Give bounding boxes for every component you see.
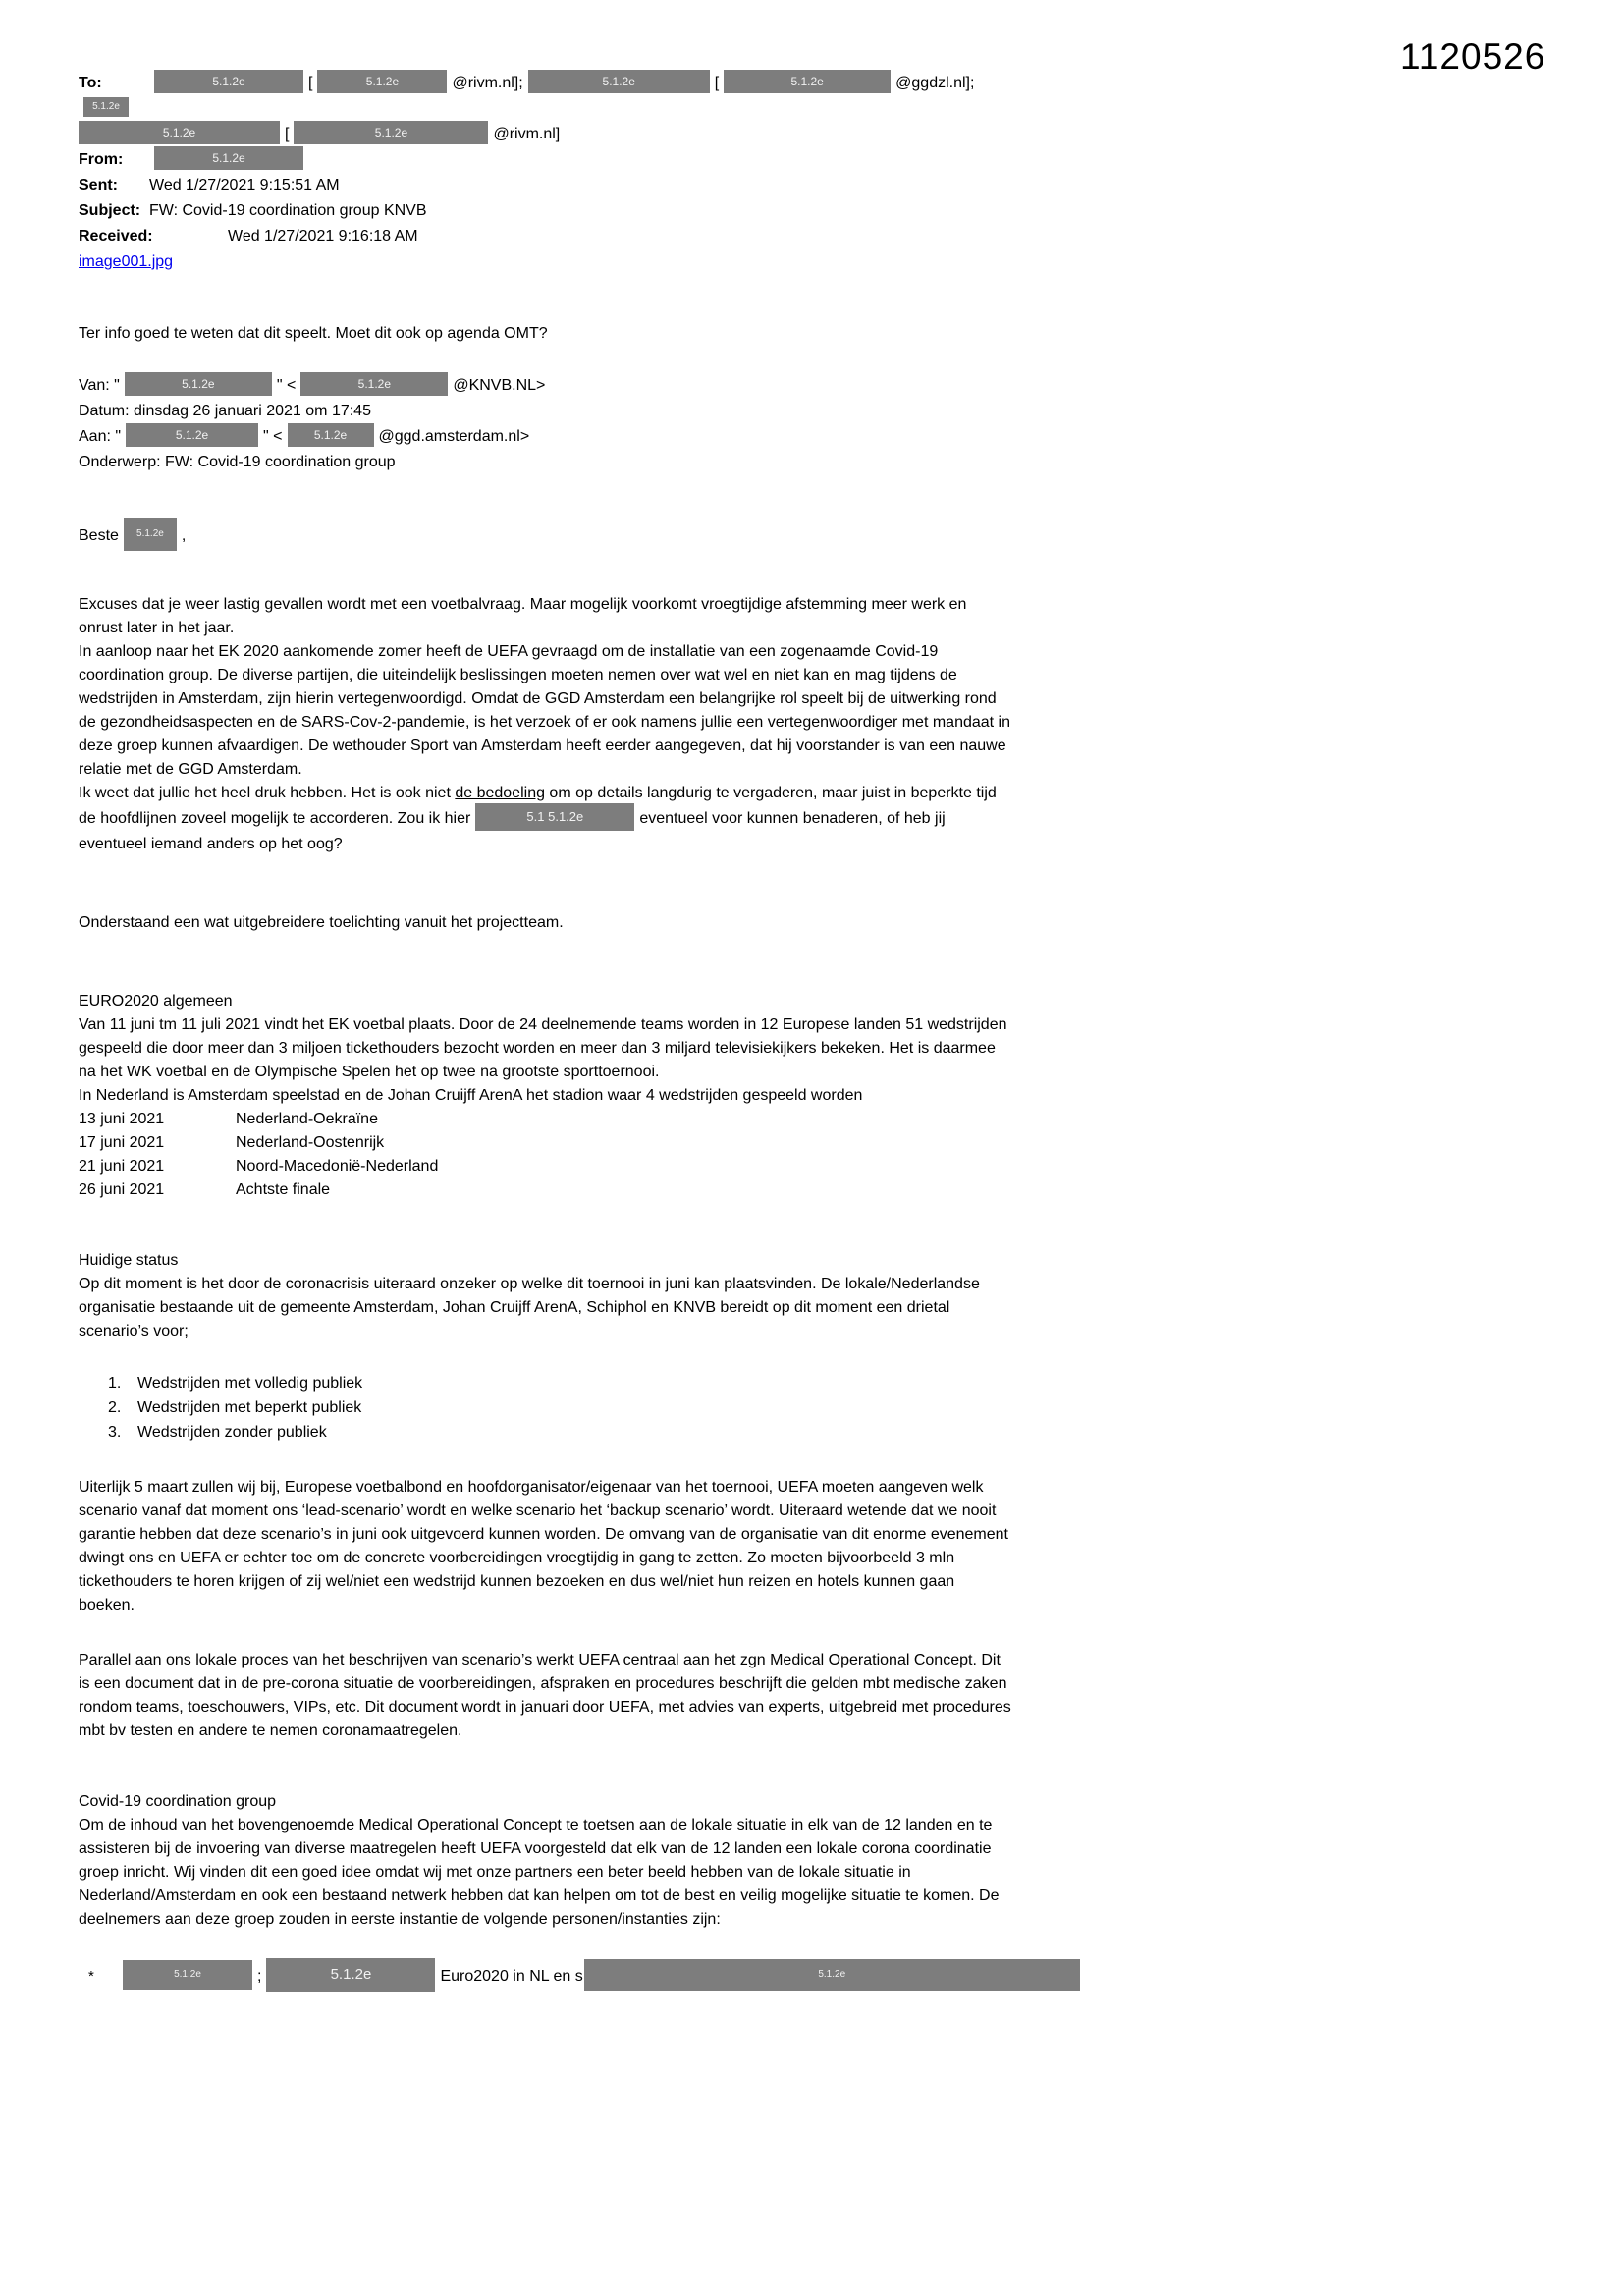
covid-group-heading: Covid-19 coordination group <box>79 1793 277 1810</box>
redaction-box: 5.1.2e <box>154 146 303 170</box>
email-document <box>79 71 1011 1995</box>
match-name: Nederland-Oostenrijk <box>236 1134 385 1151</box>
aan-domain: @ggd.amsterdam.nl> <box>378 428 530 445</box>
redaction-box: 5.1 5.1.2e <box>475 803 634 831</box>
forwarded-header <box>79 373 1011 475</box>
redaction-box: 5.1.2e <box>266 1958 435 1992</box>
received-row <box>79 224 1011 249</box>
sent-row <box>79 173 1011 198</box>
schedule-row <box>79 1131 1011 1155</box>
intro-note: Ter info goed te weten dat dit speelt. Moet dit ook op agenda OMT? <box>79 325 548 342</box>
para-text: eventueel voor kunnen benaderen, of heb jij eventueel iemand anders op het oog? <box>79 810 946 852</box>
para-text: Ik weet dat jullie het heel druk hebben. Het is ook niet <box>79 785 456 801</box>
schedule-row <box>79 1155 1011 1178</box>
from-label: From: <box>79 151 124 168</box>
onderwerp-row: Onderwerp: FW: Covid-19 coordination group <box>79 454 396 470</box>
subject-row <box>79 198 1011 224</box>
list-item <box>79 1395 1011 1420</box>
list-item <box>79 1371 1011 1395</box>
redaction-box: 5.1.2e <box>294 121 488 144</box>
list-number: 2. <box>108 1399 122 1416</box>
redaction-box: 5.1.2e <box>126 423 258 447</box>
redaction-box: 5.1.2e <box>317 70 447 93</box>
euro2020-paragraph <box>79 1013 1011 1108</box>
to-row <box>79 71 1011 122</box>
bracket-text: [ <box>714 75 720 91</box>
aan-row <box>79 424 1011 450</box>
sent-value: Wed 1/27/2021 9:15:51 AM <box>149 177 340 193</box>
van-row <box>79 373 1011 399</box>
aan-mid: " < <box>263 428 283 445</box>
match-date: 21 juni 2021 <box>79 1158 165 1175</box>
to-label: To: <box>79 75 102 91</box>
from-row <box>79 147 1011 173</box>
para-text: In Nederland is Amsterdam speelstad en de Johan Cruijff ArenA het stadion waar 4 wedstrijden gespeeld worden <box>79 1087 863 1104</box>
datum-row: Datum: dinsdag 26 januari 2021 om 17:45 <box>79 403 371 419</box>
redaction-box: 5.1.2e <box>83 97 129 117</box>
parallel-paragraph: Parallel aan ons lokale proces van het beschrijven van scenario’s werkt UEFA centraal aan het zgn Medical Operational Concept. Dit is een document dat in de pre-corona situatie de voorbereidingen, afspraken en procedures beschrijft die gelden mbt medische zaken rondom teams, toeschouwers, VIPs, etc. Dit document wordt in januari door UEFA, met advies van experts, uitgebreid met procedures mbt bv testen en andere te nemen coronamaatregelen. <box>79 1652 1011 1739</box>
to-domain-1: @rivm.nl]; <box>452 75 523 91</box>
para-text: Excuses dat je weer lastig gevallen wordt met een voetbalvraag. Maar mogelijk voorkomt vroegtijdige afstemming meer werk en onrust later in het jaar. <box>79 596 967 636</box>
redaction-box: 5.1.2e <box>584 1959 1080 1991</box>
redaction-box: 5.1.2e <box>123 1960 252 1990</box>
list-text: Wedstrijden zonder publiek <box>137 1424 327 1441</box>
schedule-row <box>79 1108 1011 1131</box>
list-number: 1. <box>108 1375 122 1392</box>
received-value: Wed 1/27/2021 9:16:18 AM <box>228 228 418 245</box>
van-mid: " < <box>276 377 297 394</box>
bullet-text: Euro2020 in NL en s <box>440 1968 583 1985</box>
covid-group-paragraph: Om de inhoud van het bovengenoemde Medical Operational Concept te toetsen aan de lokale situatie in elk van de 12 landen en te assisteren bij de invoering van diverse maatregelen heeft UEFA voorgesteld dat elk van de 12 landen een lokale corona coordinatie groep inricht. Wij vinden dit een goed idee omdat wij met onze partners een beter beeld hebben van de lokale situatie in Nederland/Amsterdam en ook een bestaand netwerk hebben dat kan helpen om tot de best en veilig mogelijke situatie te komen. De deelnemers aan deze groep zouden in eerste instantie de volgende personen/instanties zijn: <box>79 1817 1000 1928</box>
match-name: Nederland-Oekraïne <box>236 1111 378 1127</box>
redaction-box: 5.1.2e <box>724 70 891 93</box>
match-name: Noord-Macedonië-Nederland <box>236 1158 439 1175</box>
bracket-text: [ <box>285 126 290 142</box>
subject-value: FW: Covid-19 coordination group KNVB <box>149 202 427 219</box>
list-item <box>79 1420 1011 1445</box>
match-date: 13 juni 2021 <box>79 1111 165 1127</box>
match-date: 17 juni 2021 <box>79 1134 165 1151</box>
attachment-link[interactable]: image001.jpg <box>79 253 174 270</box>
euro2020-heading: EURO2020 algemeen <box>79 993 233 1010</box>
match-date: 26 juni 2021 <box>79 1181 165 1198</box>
bracket-text: [ <box>308 75 313 91</box>
aan-prefix: Aan: " <box>79 428 122 445</box>
redaction-box: 5.1.2e <box>154 70 303 93</box>
participant-bullet <box>79 1959 1011 1995</box>
bullet-marker: * <box>88 1968 94 1985</box>
email-header <box>79 71 1011 275</box>
para-text: Van 11 juni tm 11 juli 2021 vindt het EK voetbal plaats. Door de 24 deelnemende teams worden in 12 Europese landen 51 wedstrijden gespeeld die door meer dan 3 miljoen tickethouders bezocht worden en meer dan 3 miljard televisiekijkers bekeken. Het is daarmee na het WK voetbal en de Olympische Spelen het op twee na grootste sporttoernooi. <box>79 1016 1007 1080</box>
attachment-row <box>79 249 1011 275</box>
received-label: Received: <box>79 228 153 245</box>
redaction-box: 5.1.2e <box>528 70 710 93</box>
para-text: om op details langdurig te vergaderen, maar juist in beperkte tijd de hoofdlijnen zoveel mogelijk te accorderen. Zou ik hier <box>79 785 997 828</box>
document-number: 1120526 <box>1400 36 1546 77</box>
list-text: Wedstrijden met volledig publiek <box>137 1375 363 1392</box>
bullet-separator: ; <box>257 1968 262 1985</box>
subject-label: Subject: <box>79 202 141 219</box>
sent-label: Sent: <box>79 177 118 193</box>
scenario-list <box>79 1371 1011 1445</box>
to-domain-3: @rivm.nl] <box>493 126 561 142</box>
redaction-box: 5.1.2e <box>124 518 177 551</box>
redaction-box: 5.1.2e <box>300 372 448 396</box>
status-paragraph: Op dit moment is het door de coronacrisis uiteraard onzeker op welke dit toernooi in juni kan plaatsvinden. De lokale/Nederlandse organisatie bestaande uit de gemeente Amsterdam, Johan Cruijff ArenA, Schiphol en KNVB bereidt op dit moment een drietal scenario’s voor; <box>79 1276 980 1339</box>
greeting <box>79 519 1011 554</box>
to-domain-2: @ggdzl.nl]; <box>895 75 975 91</box>
status-heading: Huidige status <box>79 1252 179 1269</box>
greeting-text: Beste <box>79 527 119 544</box>
para-text: In aanloop naar het EK 2020 aankomende zomer heeft de UEFA gevraagd om de installatie van een zogenaamde Covid-19 coordination group. De diverse partijen, die uiteindelijk beslissingen moeten nemen over wat wel en niet kan en mag tijdens de wedstrijden in Amsterdam, zijn hierin vertegenwoordigd. Omdat de GGD Amsterdam een belangrijke rol speelt bij de uitwerking rond de gezondheidsaspecten en de SARS-Cov-2-pandemie, is het verzoek of er ook namens jullie een vertegenwoordiger met mandaat in deze groep kunnen afvaardigen. De wethouder Sport van Amsterdam heeft eerder aangegeven, dat hij voorstander is van een nauwe relatie met de GGD Amsterdam. <box>79 643 1010 778</box>
redaction-box: 5.1.2e <box>288 423 374 447</box>
match-schedule <box>79 1108 1011 1202</box>
list-number: 3. <box>108 1424 122 1441</box>
match-name: Achtste finale <box>236 1181 331 1198</box>
toelichting-line: Onderstaand een wat uitgebreidere toelichting vanuit het projectteam. <box>79 914 564 931</box>
redaction-box: 5.1.2e <box>125 372 272 396</box>
underlined-phrase: de bedoeling <box>455 785 545 801</box>
schedule-row <box>79 1178 1011 1202</box>
maart-paragraph: Uiterlijk 5 maart zullen wij bij, Europese voetbalbond en hoofdorganisator/eigenaar van het toernooi, UEFA moeten aangeven welk scenario vanaf dat moment ons ‘lead-scenario’ wordt en welke scenario het ‘backup scenario’ wordt. Uiteraard wetende dat we nooit garantie hebben dat deze scenario’s in juni ook uitgevoerd kunnen worden. De omvang van de organisatie van dit enorme evenement dwingt ons en UEFA er echter toe om de concrete voorbereidingen vroegtijdig in gang te zetten. Zo moeten bijvoorbeeld 3 mln tickethouders te horen krijgen of zij wel/niet een wedstrijd kunnen bezoeken en dus wel/niet hun reizen en hotels kunnen gaan boeken. <box>79 1479 1008 1613</box>
to-row-continued <box>79 122 1011 147</box>
list-text: Wedstrijden met beperkt publiek <box>137 1399 362 1416</box>
van-prefix: Van: " <box>79 377 120 394</box>
redaction-box: 5.1.2e <box>79 121 280 144</box>
van-domain: @KNVB.NL> <box>453 377 546 394</box>
greeting-comma: , <box>181 527 187 544</box>
paragraph-excuses <box>79 593 1011 856</box>
